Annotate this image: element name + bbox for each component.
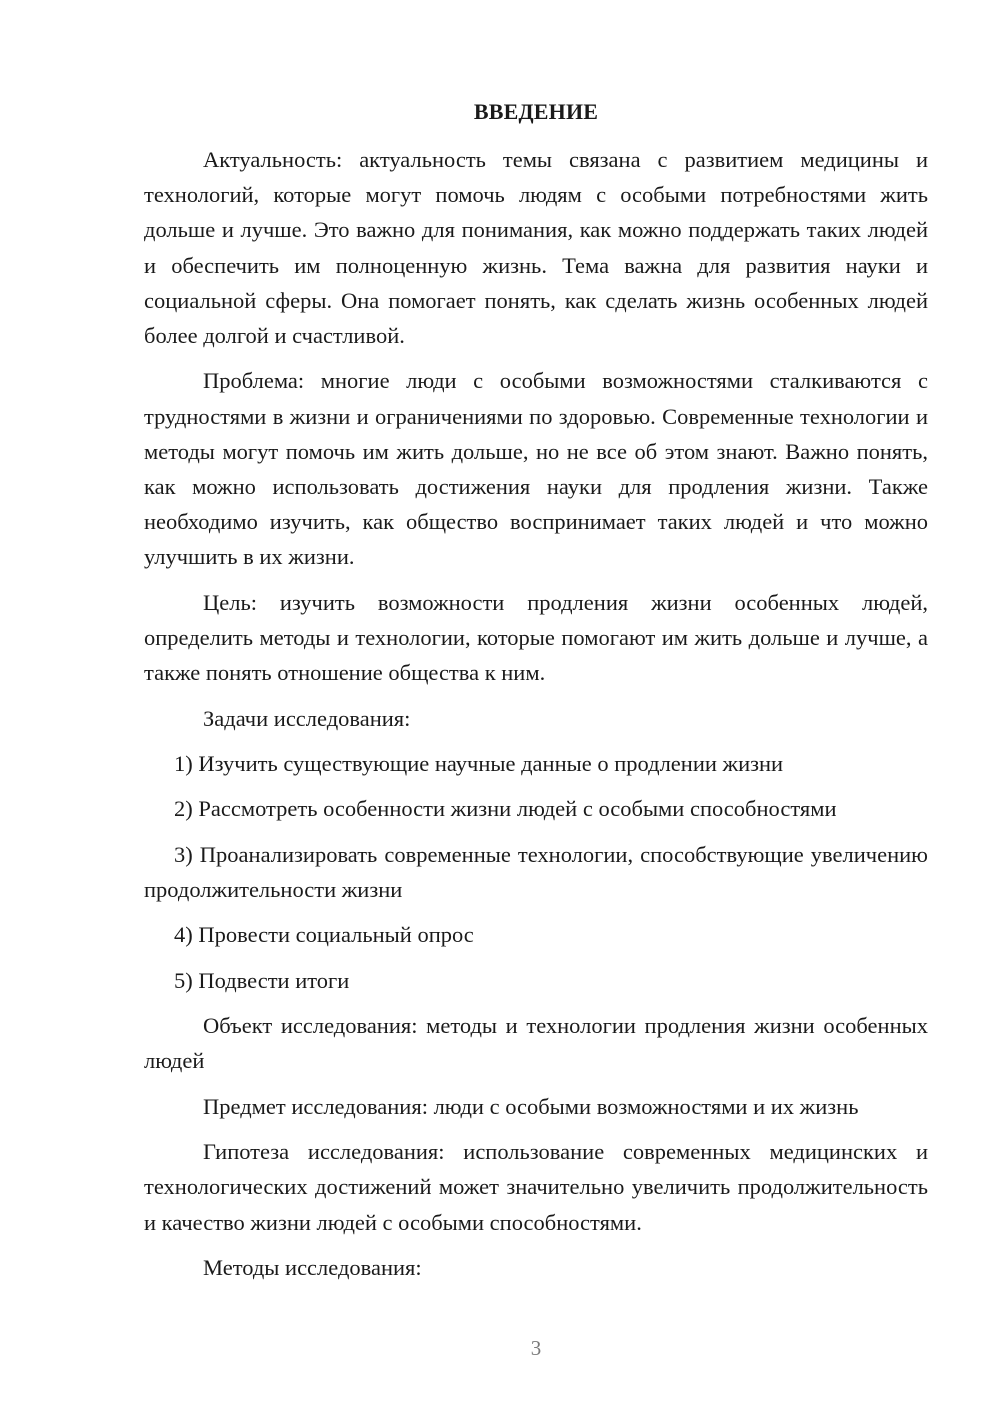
paragraph-problem: Проблема: многие люди с особыми возможностями сталкиваются с трудностями в жизни и ограничениями по здоровью. Современные технологии и методы могут помочь им жить дольше, но не все об этом знают. Важно понять, как можно использовать достижения науки для продления жизни. Также необходимо изучить, как общество воспринимает таких людей и что можно улучшить в их жизни. [144,368,928,570]
paragraph-hypothesis: Гипотеза исследования: использование современных медицинских и технологических достижений может значительно увеличить продолжительность и качество жизни людей с особыми способностями. [144,1139,928,1235]
paragraph-subject: Предмет исследования: люди с особыми возможностями и их жизнь [203,1093,859,1119]
paragraph-object: Объект исследования: методы и технологии продления жизни особенных людей [144,1013,928,1074]
task-item-4: 4) Провести социальный опрос [174,922,474,948]
methods-heading: Методы исследования: [203,1254,422,1280]
task-item-3: 3) Проанализировать современные технологии, способствующие увеличению продолжительности жизни [144,841,928,902]
task-item-1: 1) Изучить существующие научные данные о продлении жизни [174,751,784,776]
tasks-heading: Задачи исследования: [203,705,411,731]
paragraph-goal: Цель: изучить возможности продления жизни особенных людей, определить методы и технологии, которые помогают им жить дольше и лучше, а также понять отношение общества к ним. [144,589,928,686]
paragraph-relevance: Актуальность: актуальность темы связана с развитием медицины и технологий, которые могут помочь людям с особыми потребностями жить дольше и лучше. Это важно для понимания, как можно поддержать таких людей и обеспечить им полноценную жизнь. Тема важна для развития науки и социальной сферы. Она помогает понять, как сделать жизнь особенных людей более долгой и счастливой. [144,147,928,349]
section-title: ВВЕДЕНИЕ [473,99,599,124]
page-body [144,96,928,1285]
task-item-2: 2) Рассмотреть особенности жизни людей с особыми способностями [174,796,837,822]
page-number: 3 [530,1336,542,1360]
task-item-5: 5) Подвести итоги [174,967,350,993]
